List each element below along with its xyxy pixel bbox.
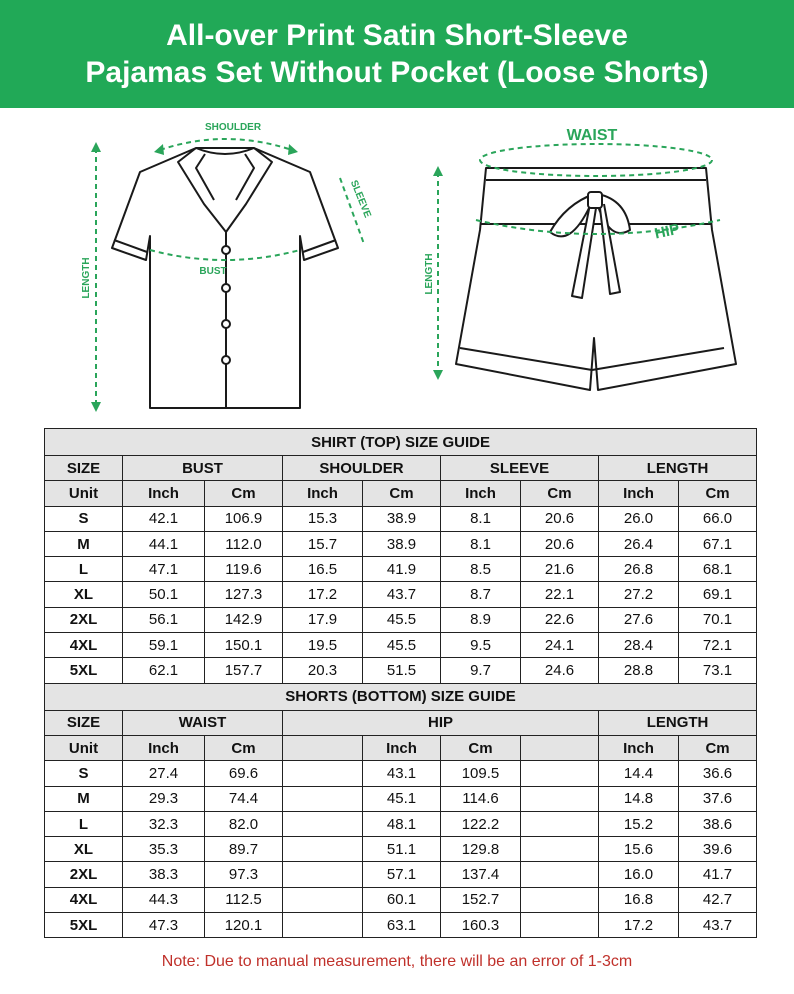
value-cell: 120.1 bbox=[205, 913, 283, 938]
shorts-group-header: WAIST bbox=[123, 710, 283, 735]
value-cell: 97.3 bbox=[205, 862, 283, 887]
value-cell: 119.6 bbox=[205, 557, 283, 582]
shoulder-label: SHOULDER bbox=[204, 122, 262, 133]
size-cell: 2XL bbox=[45, 607, 123, 632]
value-cell: 38.3 bbox=[123, 862, 205, 887]
shorts-group-header-row bbox=[45, 710, 757, 735]
value-cell: 74.4 bbox=[205, 786, 283, 811]
value-cell: 44.1 bbox=[123, 531, 205, 556]
blank-cell bbox=[283, 837, 363, 862]
size-cell: 5XL bbox=[45, 658, 123, 683]
blank-cell bbox=[521, 887, 599, 912]
value-cell: 32.3 bbox=[123, 811, 205, 836]
value-cell: 106.9 bbox=[205, 506, 283, 531]
shorts-size-header: SIZE bbox=[45, 710, 123, 735]
bust-label: BUST bbox=[199, 266, 227, 277]
value-cell: 45.5 bbox=[363, 633, 441, 658]
value-cell: 16.8 bbox=[599, 887, 679, 912]
table-row bbox=[45, 761, 757, 786]
shirt-group-header: BUST bbox=[123, 456, 283, 481]
garment-illustrations bbox=[0, 108, 794, 426]
value-cell: 27.2 bbox=[599, 582, 679, 607]
size-cell: L bbox=[45, 811, 123, 836]
value-cell: 47.3 bbox=[123, 913, 205, 938]
value-cell: 44.3 bbox=[123, 887, 205, 912]
blank-cell bbox=[283, 887, 363, 912]
table-row bbox=[45, 557, 757, 582]
size-cell: XL bbox=[45, 837, 123, 862]
unit-header: Inch bbox=[441, 481, 521, 506]
value-cell: 150.1 bbox=[205, 633, 283, 658]
value-cell: 37.6 bbox=[679, 786, 757, 811]
shirt-table-body bbox=[45, 429, 757, 507]
value-cell: 29.3 bbox=[123, 786, 205, 811]
value-cell: 15.6 bbox=[599, 837, 679, 862]
value-cell: 8.5 bbox=[441, 557, 521, 582]
shirt-group-header: LENGTH bbox=[599, 456, 757, 481]
unit-header: Cm bbox=[205, 481, 283, 506]
value-cell: 36.6 bbox=[679, 761, 757, 786]
value-cell: 8.1 bbox=[441, 531, 521, 556]
value-cell: 69.1 bbox=[679, 582, 757, 607]
value-cell: 39.6 bbox=[679, 837, 757, 862]
value-cell: 69.6 bbox=[205, 761, 283, 786]
blank-cell bbox=[521, 913, 599, 938]
table-row bbox=[45, 862, 757, 887]
unit-header: Cm bbox=[521, 481, 599, 506]
value-cell: 8.7 bbox=[441, 582, 521, 607]
value-cell: 142.9 bbox=[205, 607, 283, 632]
value-cell: 14.4 bbox=[599, 761, 679, 786]
value-cell: 42.7 bbox=[679, 887, 757, 912]
table-row bbox=[45, 887, 757, 912]
value-cell: 63.1 bbox=[363, 913, 441, 938]
table-row bbox=[45, 531, 757, 556]
blank-cell bbox=[521, 862, 599, 887]
value-cell: 122.2 bbox=[441, 811, 521, 836]
value-cell: 24.6 bbox=[521, 658, 599, 683]
blank-cell bbox=[283, 913, 363, 938]
value-cell: 45.5 bbox=[363, 607, 441, 632]
blank-cell bbox=[521, 761, 599, 786]
size-cell: 2XL bbox=[45, 862, 123, 887]
value-cell: 41.7 bbox=[679, 862, 757, 887]
value-cell: 152.7 bbox=[441, 887, 521, 912]
value-cell: 16.5 bbox=[283, 557, 363, 582]
value-cell: 109.5 bbox=[441, 761, 521, 786]
value-cell: 35.3 bbox=[123, 837, 205, 862]
shirt-size-header: SIZE bbox=[45, 456, 123, 481]
value-cell: 60.1 bbox=[363, 887, 441, 912]
blank-cell bbox=[521, 735, 599, 760]
value-cell: 41.9 bbox=[363, 557, 441, 582]
unit-header: Cm bbox=[679, 735, 757, 760]
value-cell: 8.9 bbox=[441, 607, 521, 632]
value-cell: 28.8 bbox=[599, 658, 679, 683]
size-cell: S bbox=[45, 761, 123, 786]
value-cell: 51.5 bbox=[363, 658, 441, 683]
value-cell: 157.7 bbox=[205, 658, 283, 683]
blank-cell bbox=[283, 761, 363, 786]
value-cell: 14.8 bbox=[599, 786, 679, 811]
shirt-unit-label: Unit bbox=[45, 481, 123, 506]
size-cell: 4XL bbox=[45, 633, 123, 658]
shirt-group-header: SHOULDER bbox=[283, 456, 441, 481]
value-cell: 9.7 bbox=[441, 658, 521, 683]
value-cell: 8.1 bbox=[441, 506, 521, 531]
shorts-group-header: HIP bbox=[283, 710, 599, 735]
value-cell: 15.2 bbox=[599, 811, 679, 836]
value-cell: 43.1 bbox=[363, 761, 441, 786]
table-row bbox=[45, 607, 757, 632]
shirt-group-header: SLEEVE bbox=[441, 456, 599, 481]
shorts-table-body bbox=[45, 683, 757, 761]
value-cell: 56.1 bbox=[123, 607, 205, 632]
size-cell: L bbox=[45, 557, 123, 582]
shorts-group-header: LENGTH bbox=[599, 710, 757, 735]
value-cell: 26.0 bbox=[599, 506, 679, 531]
value-cell: 70.1 bbox=[679, 607, 757, 632]
shirt-group-header-row bbox=[45, 456, 757, 481]
value-cell: 59.1 bbox=[123, 633, 205, 658]
table-row bbox=[45, 506, 757, 531]
size-guide-table bbox=[44, 428, 757, 938]
table-row bbox=[45, 658, 757, 683]
sleeve-label: SLEEVE bbox=[347, 178, 373, 220]
value-cell: 73.1 bbox=[679, 658, 757, 683]
blank-cell bbox=[521, 837, 599, 862]
value-cell: 20.3 bbox=[283, 658, 363, 683]
value-cell: 160.3 bbox=[441, 913, 521, 938]
value-cell: 21.6 bbox=[521, 557, 599, 582]
waist-label: WAIST bbox=[566, 127, 618, 144]
value-cell: 42.1 bbox=[123, 506, 205, 531]
value-cell: 38.9 bbox=[363, 531, 441, 556]
shorts-table-title: SHORTS (BOTTOM) SIZE GUIDE bbox=[45, 683, 757, 710]
table-row bbox=[45, 811, 757, 836]
table-row bbox=[45, 913, 757, 938]
value-cell: 20.6 bbox=[521, 531, 599, 556]
value-cell: 57.1 bbox=[363, 862, 441, 887]
page-header bbox=[0, 0, 794, 108]
value-cell: 26.4 bbox=[599, 531, 679, 556]
value-cell: 19.5 bbox=[283, 633, 363, 658]
blank-cell bbox=[283, 735, 363, 760]
shirt-length-label: LENGTH bbox=[81, 257, 92, 299]
value-cell: 45.1 bbox=[363, 786, 441, 811]
value-cell: 67.1 bbox=[679, 531, 757, 556]
value-cell: 27.4 bbox=[123, 761, 205, 786]
size-cell: S bbox=[45, 506, 123, 531]
unit-header: Cm bbox=[363, 481, 441, 506]
value-cell: 127.3 bbox=[205, 582, 283, 607]
value-cell: 15.3 bbox=[283, 506, 363, 531]
size-cell: M bbox=[45, 786, 123, 811]
shirt-diagram-icon bbox=[112, 148, 338, 408]
value-cell: 20.6 bbox=[521, 506, 599, 531]
unit-header: Cm bbox=[441, 735, 521, 760]
size-guide-tables bbox=[44, 428, 756, 938]
value-cell: 17.9 bbox=[283, 607, 363, 632]
value-cell: 43.7 bbox=[679, 913, 757, 938]
value-cell: 38.9 bbox=[363, 506, 441, 531]
value-cell: 27.6 bbox=[599, 607, 679, 632]
value-cell: 82.0 bbox=[205, 811, 283, 836]
table-row bbox=[45, 837, 757, 862]
blank-cell bbox=[283, 862, 363, 887]
value-cell: 16.0 bbox=[599, 862, 679, 887]
blank-cell bbox=[283, 786, 363, 811]
shorts-unit-label: Unit bbox=[45, 735, 123, 760]
shorts-length-label: LENGTH bbox=[424, 253, 435, 295]
shorts-unit-row bbox=[45, 735, 757, 760]
size-cell: M bbox=[45, 531, 123, 556]
value-cell: 15.7 bbox=[283, 531, 363, 556]
value-cell: 9.5 bbox=[441, 633, 521, 658]
value-cell: 89.7 bbox=[205, 837, 283, 862]
unit-header: Inch bbox=[123, 735, 205, 760]
value-cell: 24.1 bbox=[521, 633, 599, 658]
value-cell: 114.6 bbox=[441, 786, 521, 811]
measurement-note: Note: Due to manual measurement, there will be an error of 1-3cm bbox=[161, 953, 633, 970]
unit-header: Cm bbox=[679, 481, 757, 506]
value-cell: 48.1 bbox=[363, 811, 441, 836]
value-cell: 43.7 bbox=[363, 582, 441, 607]
value-cell: 28.4 bbox=[599, 633, 679, 658]
size-cell: 4XL bbox=[45, 887, 123, 912]
size-cell: XL bbox=[45, 582, 123, 607]
value-cell: 47.1 bbox=[123, 557, 205, 582]
value-cell: 38.6 bbox=[679, 811, 757, 836]
value-cell: 51.1 bbox=[363, 837, 441, 862]
page-title-line-2: Pajamas Set Without Pocket (Loose Shorts) bbox=[85, 56, 709, 89]
value-cell: 62.1 bbox=[123, 658, 205, 683]
value-cell: 22.1 bbox=[521, 582, 599, 607]
unit-header: Inch bbox=[599, 735, 679, 760]
blank-cell bbox=[521, 786, 599, 811]
page-title-line-1: All-over Print Satin Short-Sleeve bbox=[166, 19, 628, 52]
unit-header: Inch bbox=[599, 481, 679, 506]
unit-header: Inch bbox=[123, 481, 205, 506]
value-cell: 137.4 bbox=[441, 862, 521, 887]
value-cell: 66.0 bbox=[679, 506, 757, 531]
value-cell: 17.2 bbox=[283, 582, 363, 607]
table-row bbox=[45, 582, 757, 607]
value-cell: 129.8 bbox=[441, 837, 521, 862]
value-cell: 112.5 bbox=[205, 887, 283, 912]
value-cell: 26.8 bbox=[599, 557, 679, 582]
table-row bbox=[45, 633, 757, 658]
unit-header: Inch bbox=[363, 735, 441, 760]
shorts-diagram-icon bbox=[456, 168, 736, 390]
shirt-table-title: SHIRT (TOP) SIZE GUIDE bbox=[45, 429, 757, 456]
value-cell: 50.1 bbox=[123, 582, 205, 607]
unit-header: Cm bbox=[205, 735, 283, 760]
size-cell: 5XL bbox=[45, 913, 123, 938]
value-cell: 17.2 bbox=[599, 913, 679, 938]
shirt-data-rows bbox=[45, 506, 757, 683]
blank-cell bbox=[283, 811, 363, 836]
value-cell: 112.0 bbox=[205, 531, 283, 556]
blank-cell bbox=[521, 811, 599, 836]
value-cell: 68.1 bbox=[679, 557, 757, 582]
value-cell: 72.1 bbox=[679, 633, 757, 658]
unit-header: Inch bbox=[283, 481, 363, 506]
shorts-data-rows bbox=[45, 761, 757, 938]
table-row bbox=[45, 786, 757, 811]
value-cell: 22.6 bbox=[521, 607, 599, 632]
shirt-unit-row bbox=[45, 481, 757, 506]
hip-label: HIP bbox=[653, 220, 682, 243]
